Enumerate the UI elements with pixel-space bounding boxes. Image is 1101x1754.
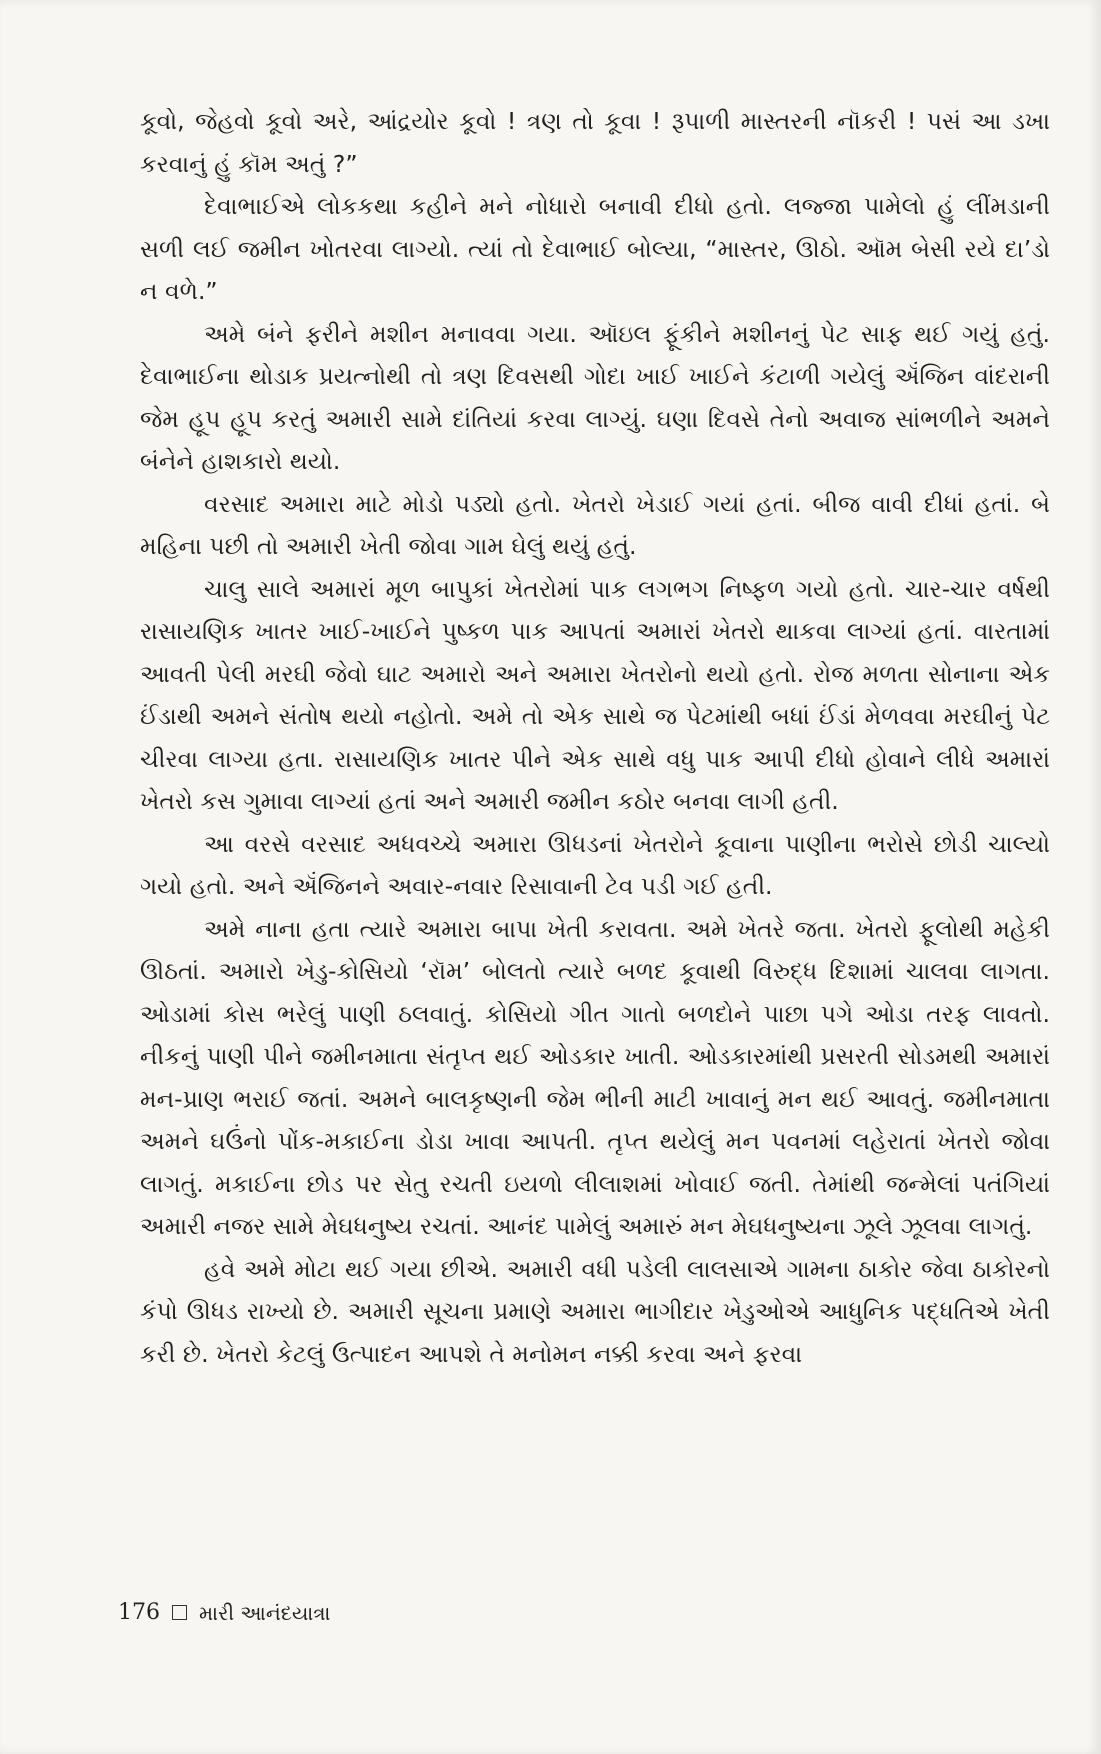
paragraph-1: કૂવો, જેહવો કૂવો અરે, આંદ્રયોર કૂવો ! ત્રણ તો કૂવા ! રૂપાળી માસ્તરની નૉકરી ! પસં આ ડખા કરવાનું હું કૉમ અતું ?” bbox=[140, 107, 1050, 178]
paragraph-2: દેવાભાઈએ લોકકથા કહીને મને નોધારો બનાવી દીધો હતો. લજ્જા પામેલો હું લીંમડાની સળી લઈ જમીન ખોતરવા લાગ્યો. ત્યાં તો દેવાભાઈ બોલ્યા, “માસ્તર, ઊઠો. ઑમ બેસી રયે દા’ડો ન વળે.” bbox=[140, 192, 1050, 305]
page-body bbox=[140, 100, 1050, 1375]
paragraph-7: અમે નાના હતા ત્યારે અમારા બાપા ખેતી કરાવતા. અમે ખેતરે જતા. ખેતરો ફૂલોથી મહેકી ઊઠતાં. અમારો ખેડુ-કોસિયો ‘રૉમ’ બોલતો ત્યારે બળદ કૂવાથી વિરુદ્ધ દિશામાં ચાલવા લાગતા. ઓડામાં કોસ ભરેલું પાણી ઠલવાતું. કોસિયો ગીત ગાતો બળદોને પાછા પગે ઓડા તરફ લાવતો. નીકનું પાણી પીને જમીનમાતા સંતૃપ્ત થઈ ઓડકાર ખાતી. ઓડકારમાંથી પ્રસરતી સોડમથી અમારાં મન-પ્રાણ ભરાઈ જતાં. અમને બાલકૃષ્ણની જેમ ભીની માટી ખાવાનું મન થઈ આવતું. જમીનમાતા અમને ઘઉંનો પોંક-મકાઈના ડોડા ખાવા આપતી. તૃપ્ત થયેલું મન પવનમાં લહેરાતાં ખેતરો જોવા લાગતું. મકાઈના છોડ પર સેતુ રચતી ઇયળો લીલાશમાં ખોવાઈ જતી. તેમાંથી જન્મેલાં પતંગિયાં અમારી નજર સામે મેઘધનુષ્ય રચતાં. આનંદ પામેલું અમારું મન મેઘધનુષ્યના ઝૂલે ઝૂલવા લાગતું. bbox=[140, 914, 1050, 1240]
book-title: મારી આનંદયાત્રા bbox=[199, 1600, 331, 1625]
paragraph-3: અમે બંને ફરીને મશીન મનાવવા ગયા. ઑઇલ ફૂંકીને મશીનનું પેટ સાફ થઈ ગયું હતું. દેવાભાઈના થોડાક પ્રયત્નોથી તો ત્રણ દિવસથી ગોદા ખાઈ ખાઈને કંટાળી ગયેલું ઍંજિન વાંદરાની જેમ હૂપ હૂપ કરતું અમારી સામે દાંતિયાં કરવા લાગ્યું. ઘણા દિવસે તેનો અવાજ સાંભળીને અમને બંનેને હાશકારો થયો. bbox=[140, 319, 1050, 475]
paragraph-4: વરસાદ અમારા માટે મોડો પડ્યો હતો. ખેતરો ખેડાઈ ગયાં હતાં. બીજ વાવી દીધાં હતાં. બે મહિના પછી તો અમારી ખેતી જોવા ગામ ઘેલું થયું હતું. bbox=[140, 489, 1050, 560]
square-separator-icon bbox=[172, 1605, 187, 1620]
paragraph-6: આ વરસે વરસાદ અધવચ્ચે અમારા ઊધડનાં ખેતરોને કૂવાના પાણીના ભરોસે છોડી ચાલ્યો ગયો હતો. અને ઍંજિનને અવાર-નવાર રિસાવાની ટેવ પડી ગઈ હતી. bbox=[140, 829, 1050, 900]
paragraph-5: ચાલુ સાલે અમારાં મૂળ બાપુકાં ખેતરોમાં પાક લગભગ નિષ્ફળ ગયો હતો. ચાર-ચાર વર્ષથી રાસાયણિક ખાતર ખાઈ-ખાઈને પુષ્કળ પાક આપતાં અમારાં ખેતરો થાકવા લાગ્યાં હતાં. વારતામાં આવતી પેલી મરઘી જેવો ઘાટ અમારો અને અમારા ખેતરોનો થયો હતો. રોજ મળતા સોનાના એક ઈંડાથી અમને સંતોષ થયો નહોતો. અમે તો એક સાથે જ પેટમાંથી બધાં ઈંડાં મેળવવા મરઘીનું પેટ ચીરવા લાગ્યા હતા. રાસાયણિક ખાતર પીને એક સાથે વધુ પાક આપી દીધો હોવાને લીધે અમારાં ખેતરો કસ ગુમાવા લાગ્યાં હતાં અને અમારી જમીન કઠોર બનવા લાગી હતી. bbox=[140, 574, 1050, 815]
paragraph-8: હવે અમે મોટા થઈ ગયા છીએ. અમારી વધી પડેલી લાલસાએ ગામના ઠાકોર જેવા ઠાકોરનો કંપો ઊધડ રાખ્યો છે. અમારી સૂચના પ્રમાણે અમારા ભાગીદાર ખેડુઓએ આધુનિક પદ્ધતિએ ખેતી કરી છે. ખેતરો કેટલું ઉત્પાદન આપશે તે મનોમન નક્કી કરવા અને ફરવા bbox=[140, 1254, 1050, 1368]
page-footer bbox=[118, 1600, 330, 1625]
page-number: 176 bbox=[118, 1600, 160, 1625]
